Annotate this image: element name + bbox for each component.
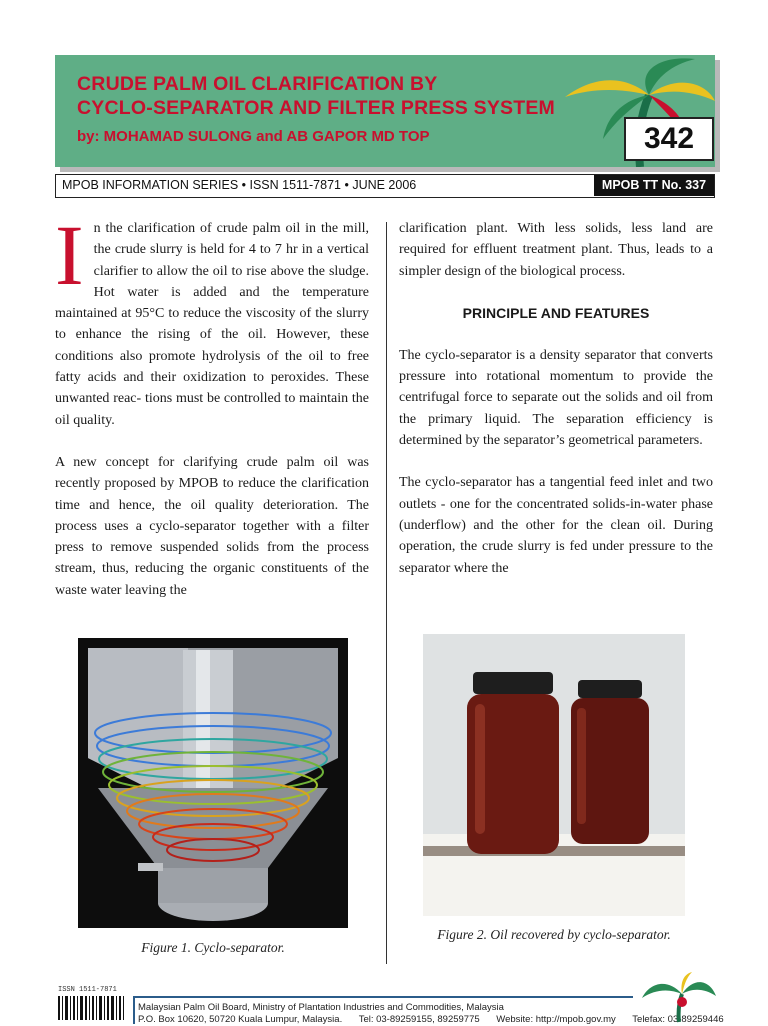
body-paragraph: The cyclo-separator is a density separator that converts pressure into rotational momentum to provide the centrifugal force to separate out the solids and oil from the primary liquid. The separation efficiency is determined by the separator’s geometrical parameters. — [399, 347, 713, 449]
body-paragraph: A new concept for clarifying crude palm oil was recently proposed by MPOB to reduce the clarification time and hence, the oil quality deterioration. The process uses a cyclo-separator together with a filter press to remove suspended solids from the process stream, thus, reducing the organic constituents of the waste water leaving the — [55, 454, 369, 598]
issue-number: 342 — [624, 117, 714, 161]
intro-paragraph: In the clarification of crude palm oil in the mill, the crude slurry is held for 4 to 7 hr in a vertical clarifier to allow the oil to rise above the sludge. Hot water is added and the temperature maintained at 95°C to reduce the viscosity of the slurry to enhance the rising of the oil. However, these conditions also promote hydrolysis of the oil to free fatty acids and their oxidization to peroxides. These unwanted reac- tions must be controlled to maintain the oil quality. — [55, 207, 369, 428]
footer-organization: Malaysian Palm Oil Board, Ministry of Plantation Industries and Commodities, Malaysia — [138, 1002, 504, 1013]
right-column — [399, 218, 713, 600]
footer-website: Website: http://mpob.gov.my — [496, 1014, 616, 1025]
body-paragraph: clarification plant. With less solids, less land are required for effluent treatment plant. Thus, leads to a simpler design of the biological process. — [399, 221, 713, 279]
figure-oil-jars — [423, 634, 685, 916]
body-paragraph: The cyclo-separator has a tangential feed inlet and two outlets - one for the concentrated solids-in-water phase (underflow) and the other for the clean oil. During operation, the crude slurry is fed under pressure to the separator where the — [399, 475, 713, 576]
byline: by: MOHAMAD SULONG and AB GAPOR MD TOP — [77, 128, 430, 145]
mpob-logo-icon — [640, 972, 718, 1024]
column-divider — [386, 222, 387, 964]
tt-number: MPOB TT No. 337 — [594, 175, 714, 196]
footer-rule-vertical — [133, 996, 135, 1024]
footer-tel: Tel: 03-89259155, 89259775 — [358, 1014, 480, 1025]
footer-rule — [133, 996, 633, 998]
series-bar — [55, 174, 715, 198]
drop-cap: I — [55, 207, 84, 303]
document-title: CRUDE PALM OIL CLARIFICATION BY CYCLO-SEPARATOR AND FILTER PRESS SYSTEM — [77, 73, 555, 119]
barcode-issn: ISSN 1511-7871 — [58, 986, 117, 994]
section-heading: PRINCIPLE AND FEATURES — [462, 304, 650, 321]
series-info: MPOB INFORMATION SERIES • ISSN 1511-7871 • JUNE 2006 — [62, 178, 417, 192]
title-banner — [55, 55, 715, 167]
figure-caption: Figure 2. Oil recovered by cyclo-separator. — [437, 927, 671, 942]
footer-telefax: Telefax: 03-89259446 — [632, 1014, 724, 1025]
barcode — [58, 986, 128, 1024]
footer-address: P.O. Box 10620, 50720 Kuala Lumpur, Malaysia. — [138, 1014, 343, 1025]
left-column — [55, 207, 369, 622]
figure-caption: Figure 1. Cyclo-separator. — [141, 940, 285, 955]
figure-cyclo-separator — [78, 638, 348, 928]
